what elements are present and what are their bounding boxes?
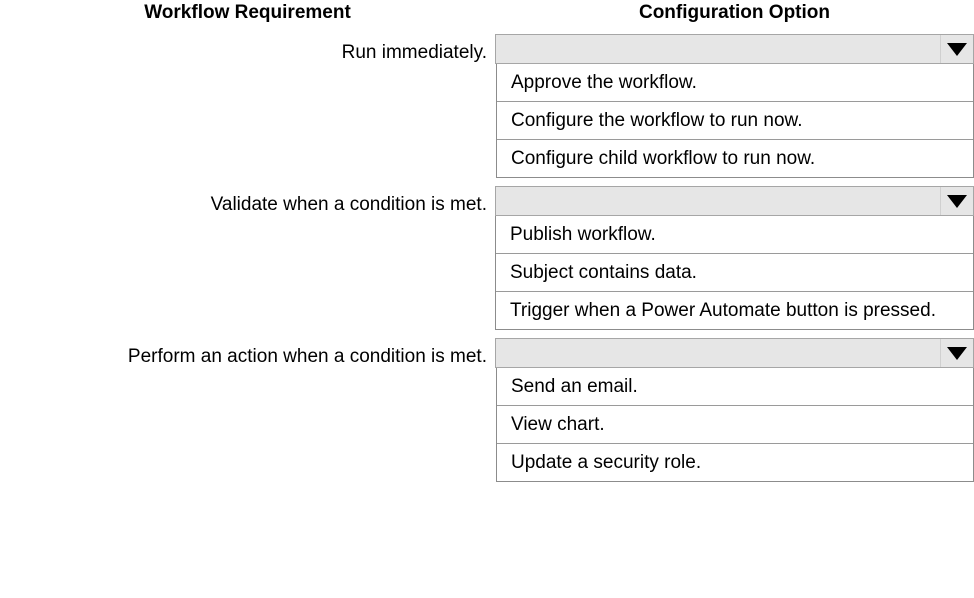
dropdown-option[interactable]: Configure child workflow to run now. [497, 140, 973, 177]
requirement-row [0, 338, 974, 482]
dropdown-select[interactable] [495, 338, 974, 368]
dropdown-options-list [496, 368, 974, 482]
header-configuration-option: Configuration Option [638, 2, 830, 23]
requirement-label: Perform an action when a condition is met. [127, 346, 487, 367]
dropdown-option[interactable]: Update a security role. [497, 444, 973, 481]
dropdown-option[interactable]: Subject contains data. [496, 254, 973, 292]
requirement-row [0, 186, 974, 330]
chevron-down-icon[interactable] [940, 339, 973, 367]
dropdown-select[interactable] [495, 186, 974, 216]
column-headers [0, 0, 974, 34]
chevron-down-icon[interactable] [940, 35, 973, 63]
dropdown-select[interactable] [495, 34, 974, 64]
requirement-label: Validate when a condition is met. [210, 194, 487, 215]
configuration-option-cell [495, 338, 974, 482]
dropdown-option[interactable]: View chart. [497, 406, 973, 444]
requirement-label: Run immediately. [341, 42, 487, 63]
dropdown-option[interactable]: Trigger when a Power Automate button is pressed. [496, 292, 973, 329]
requirement-row [0, 34, 974, 178]
dropdown-option[interactable]: Configure the workflow to run now. [497, 102, 973, 140]
chevron-down-icon[interactable] [940, 187, 973, 215]
header-workflow-requirement: Workflow Requirement [144, 2, 351, 23]
configuration-option-cell [495, 186, 974, 330]
dropdown-option[interactable]: Publish workflow. [496, 216, 973, 254]
dropdown-options-list [496, 64, 974, 178]
dropdown-options-list [495, 216, 974, 330]
dropdown-option[interactable]: Approve the workflow. [497, 64, 973, 102]
configuration-option-cell [495, 34, 974, 178]
dropdown-option[interactable]: Send an email. [497, 368, 973, 406]
